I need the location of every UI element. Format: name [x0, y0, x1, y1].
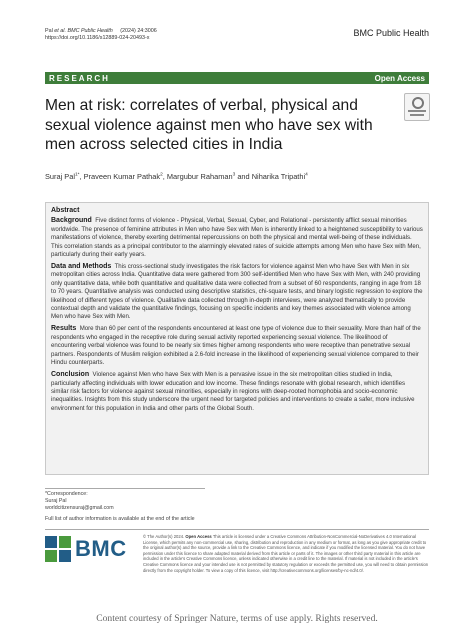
abstract-conclusion: [51, 371, 423, 413]
correspondence-name: Suraj Pal: [45, 497, 67, 504]
section-label: Conclusion: [51, 371, 90, 379]
author-affiliation-mark: 3: [232, 172, 236, 178]
author-affiliation-mark: 2: [160, 172, 163, 178]
license-text: [143, 534, 430, 573]
journal-name: BMC Public Health: [353, 28, 429, 38]
section-label: Background: [51, 217, 92, 225]
license-open-access: Open Access: [185, 534, 212, 539]
author-affiliation-mark: 4: [305, 172, 308, 178]
correspondence-block: [45, 488, 205, 523]
affiliations-note: Full list of author information is available at the end of the article: [45, 516, 195, 523]
open-access-label: Open Access: [374, 73, 425, 83]
author-name[interactable]: Niharika Tripathi: [251, 172, 306, 181]
article-title: Men at risk: correlates of verbal, physical and sexual violence against men who have sex with men across selected cities in India: [45, 97, 373, 153]
abstract-results: [51, 325, 423, 367]
article-type-label: RESEARCH: [49, 73, 110, 83]
springer-notice: Content courtesy of Springer Nature, terms of use apply. Rights reserved.: [96, 613, 378, 624]
citation-journal: BMC Public Health: [65, 28, 113, 34]
section-label: Results: [51, 325, 77, 333]
author-name[interactable]: Praveen Kumar Pathak: [83, 172, 161, 181]
abstract-box: [45, 202, 429, 475]
bmc-logo: [45, 536, 127, 562]
article-type-banner: [45, 72, 429, 84]
author-affiliation-mark: 1*: [75, 172, 80, 178]
doi-link[interactable]: https://doi.org/10.1186/s12889-024-20493-x: [45, 35, 150, 41]
section-text: Violence against Men who have Sex with Men is a pervasive issue in the six metropolitan cities studied in India, particularly affecting individuals with lower education and low income. These findings resonate with global research, which identifies similar risk factors for violence against sexual minorities, especially in regions with deep-rooted homophobia and socio-economic inequalities. Insights from this study underscore the urgent need for targeted policies and interventions to create a safer, more inclusive environment for this population in India and other parts of the Global South.: [51, 371, 415, 412]
correspondence-email[interactable]: worldcitizensuraj@gmail.com: [45, 504, 114, 511]
abstract-heading: Abstract: [51, 207, 80, 214]
citation-header: [45, 28, 157, 42]
section-text: More than 60 per cent of the respondents encountered at least one type of violence due to their sexuality. More than half of the respondents who engaged in the receptive role during sexual activity reported experiencing sexual violence. The likelihood of encountering verbal violence was found to be nearly six times higher among respondents who were receptive than penetrative sexual partners. Respondents of Muslim religion exhibited a 2.6-fold increase in the likelihood of experiencing sexual violence compared to their Hindu counterparts.: [51, 325, 421, 367]
author-name[interactable]: Suraj Pal: [45, 172, 75, 181]
footer-divider: [45, 529, 429, 530]
license-body: This article is licensed under a Creative Commons Attribution-NonCommercial-NoDerivatives 4.0 International License, which permits any non-commercial use, sharing, distribution and reproduction in any medium or format, as long as you give appropriate credit to the original author(s) and the source, provide a link to the Creative Commons licence, and indicate if you modified the licensed material. You do not have permission under this licence to share adapted material derived from this article or parts of it. The images or other third party material in this article are included in the article's Creative Commons licence, unless indicated otherwise in a credit line to the material. If material is not included in the article's Creative Commons licence and your intended use is not permitted by statutory regulation or exceeds the permitted use, you will need to obtain permission directly from the copyright holder. To view a copy of this licence, visit http://creativecommons.org/licenses/by-nc-nd/4.0/.: [143, 534, 429, 573]
copyright: © The Author(s) 2024.: [143, 534, 185, 539]
citation-line: [45, 28, 157, 35]
abstract-background: [51, 217, 423, 259]
author-list: Suraj Pal$^{1*}$, Praveen Kumar Pathak$^2$, Margubur Rahaman$^3$ and Niharika Tripathi$^4$: [45, 172, 308, 181]
section-label: Data and Methods: [51, 263, 112, 271]
abstract-methods: [51, 263, 423, 322]
bmc-logo-text: BMC: [75, 536, 127, 561]
check-for-updates-icon[interactable]: [404, 93, 430, 121]
bmc-logo-mark-icon: [45, 536, 71, 562]
correspondence-label: *Correspondence:: [45, 491, 88, 497]
author-name[interactable]: Margubur Rahaman: [166, 172, 233, 181]
citation-issue: (2024) 24:3006: [120, 28, 157, 34]
section-text: This cross-sectional study investigates the risk factors for violence against Men who have Sex with Men in six metropolitan cities across India. Quantitative data were gathered from 300 self-identified Men who have Sex with Men, with 240 providing only quantitative data, while both quantitative and qualitative data were collected from a subset of 60 respondents, ranging in age from 18 to 70 years. Quantitative analysis was conducted using descriptive statistics, chi-square tests, and binary logistic regression to explore the likelihood of different types of violence. Qualitative data collected through in-depth interviews, were analyzed thematically to provide contextual depth and validate the quantitative findings, focusing on specific incidents and key themes associated with violence among Men who have Sex with Men.: [51, 263, 423, 321]
section-text: Five distinct forms of violence - Physical, Verbal, Sexual, Cyber, and Relational - persistently afflict sexual minorities worldwide. The presence of feminine attributes in Men who have Sex with Men is inherently linked to a heightened susceptibility to various manifestations of violence, thereby exerting detrimental repercussions on both the physical and mental well-being of these individuals. This correlation stands as a principal contributor to the alarmingly elevated rates of suicide attempts among Men who have Sex with Men, particularly during their early years.: [51, 217, 423, 259]
citation-authors: Pal: [45, 28, 55, 34]
citation-etal: et al.: [54, 28, 66, 34]
